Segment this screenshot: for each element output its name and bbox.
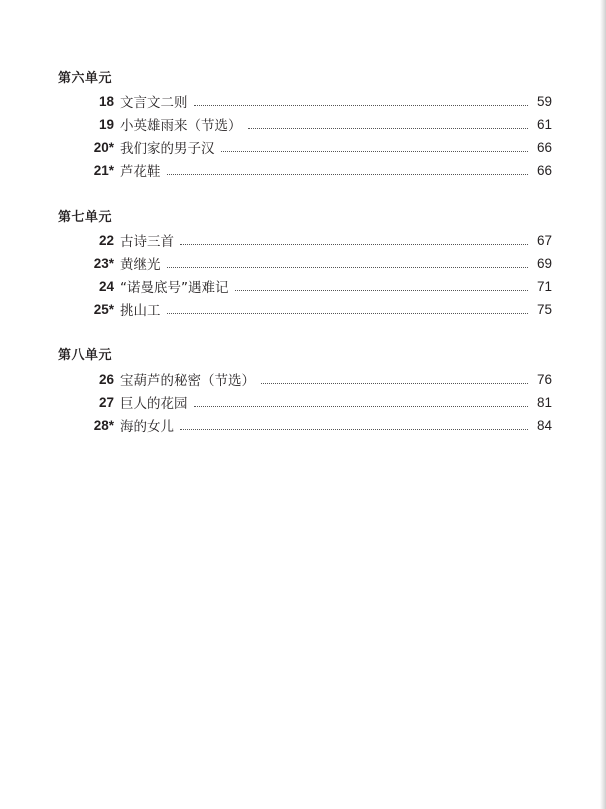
page-number: 81	[536, 394, 552, 410]
toc-entry[interactable]	[86, 393, 552, 411]
lesson-title: 芦花鞋	[120, 164, 161, 180]
page-number: 59	[536, 93, 552, 109]
lesson-number: 18	[98, 93, 114, 109]
page-number: 71	[536, 278, 552, 294]
page-number: 67	[536, 232, 552, 248]
unit-title-8: 第八单元	[58, 348, 113, 363]
dot-leader	[194, 105, 529, 106]
dot-leader	[167, 267, 529, 268]
dot-leader	[194, 406, 529, 407]
toc-entry[interactable]	[86, 138, 552, 156]
toc-entry[interactable]	[86, 416, 552, 434]
unit-title-7: 第七单元	[58, 210, 113, 225]
lesson-title: “诺曼底号”遇难记	[120, 280, 229, 296]
lesson-number: 24	[98, 278, 114, 294]
page-number: 84	[536, 417, 552, 433]
dot-leader	[261, 383, 528, 384]
lesson-number: 22	[98, 232, 114, 248]
lesson-number: 25*	[93, 301, 114, 317]
page-edge-shadow	[600, 0, 606, 809]
dot-leader	[180, 244, 528, 245]
lesson-title: 黄继光	[120, 257, 161, 273]
toc-entry[interactable]	[86, 161, 552, 179]
toc-entry[interactable]	[86, 115, 552, 133]
toc-entry[interactable]	[86, 300, 552, 318]
lesson-title: 挑山工	[120, 303, 161, 319]
page-number: 75	[536, 301, 552, 317]
toc-entry[interactable]	[86, 254, 552, 272]
lesson-number: 26	[98, 371, 114, 387]
toc-entry[interactable]	[86, 231, 552, 249]
dot-leader	[167, 174, 529, 175]
dot-leader	[248, 128, 529, 129]
lesson-title: 巨人的花园	[120, 396, 188, 412]
lesson-title: 文言文二则	[120, 95, 188, 111]
page-number: 66	[536, 139, 552, 155]
unit-title-6: 第六单元	[58, 71, 113, 86]
lesson-title: 我们家的男子汉	[120, 141, 215, 157]
dot-leader	[221, 151, 529, 152]
lesson-number: 20*	[93, 139, 114, 155]
lesson-number: 28*	[93, 417, 114, 433]
dot-leader	[235, 290, 529, 291]
toc-entry[interactable]	[86, 370, 552, 388]
lesson-number: 21*	[93, 162, 114, 178]
lesson-title: 海的女儿	[120, 419, 174, 435]
toc-entry[interactable]	[86, 92, 552, 110]
page-number: 66	[536, 162, 552, 178]
page-number: 76	[536, 371, 552, 387]
lesson-number: 23*	[93, 255, 114, 271]
lesson-title: 宝葫芦的秘密（节选）	[120, 373, 255, 389]
lesson-number: 19	[98, 116, 114, 132]
page-number: 61	[536, 116, 552, 132]
dot-leader	[167, 313, 529, 314]
lesson-number: 27	[98, 394, 114, 410]
lesson-title: 小英雄雨来（节选）	[120, 118, 242, 134]
toc-entry[interactable]	[86, 277, 552, 295]
dot-leader	[180, 429, 528, 430]
lesson-title: 古诗三首	[120, 234, 174, 250]
page-number: 69	[536, 255, 552, 271]
